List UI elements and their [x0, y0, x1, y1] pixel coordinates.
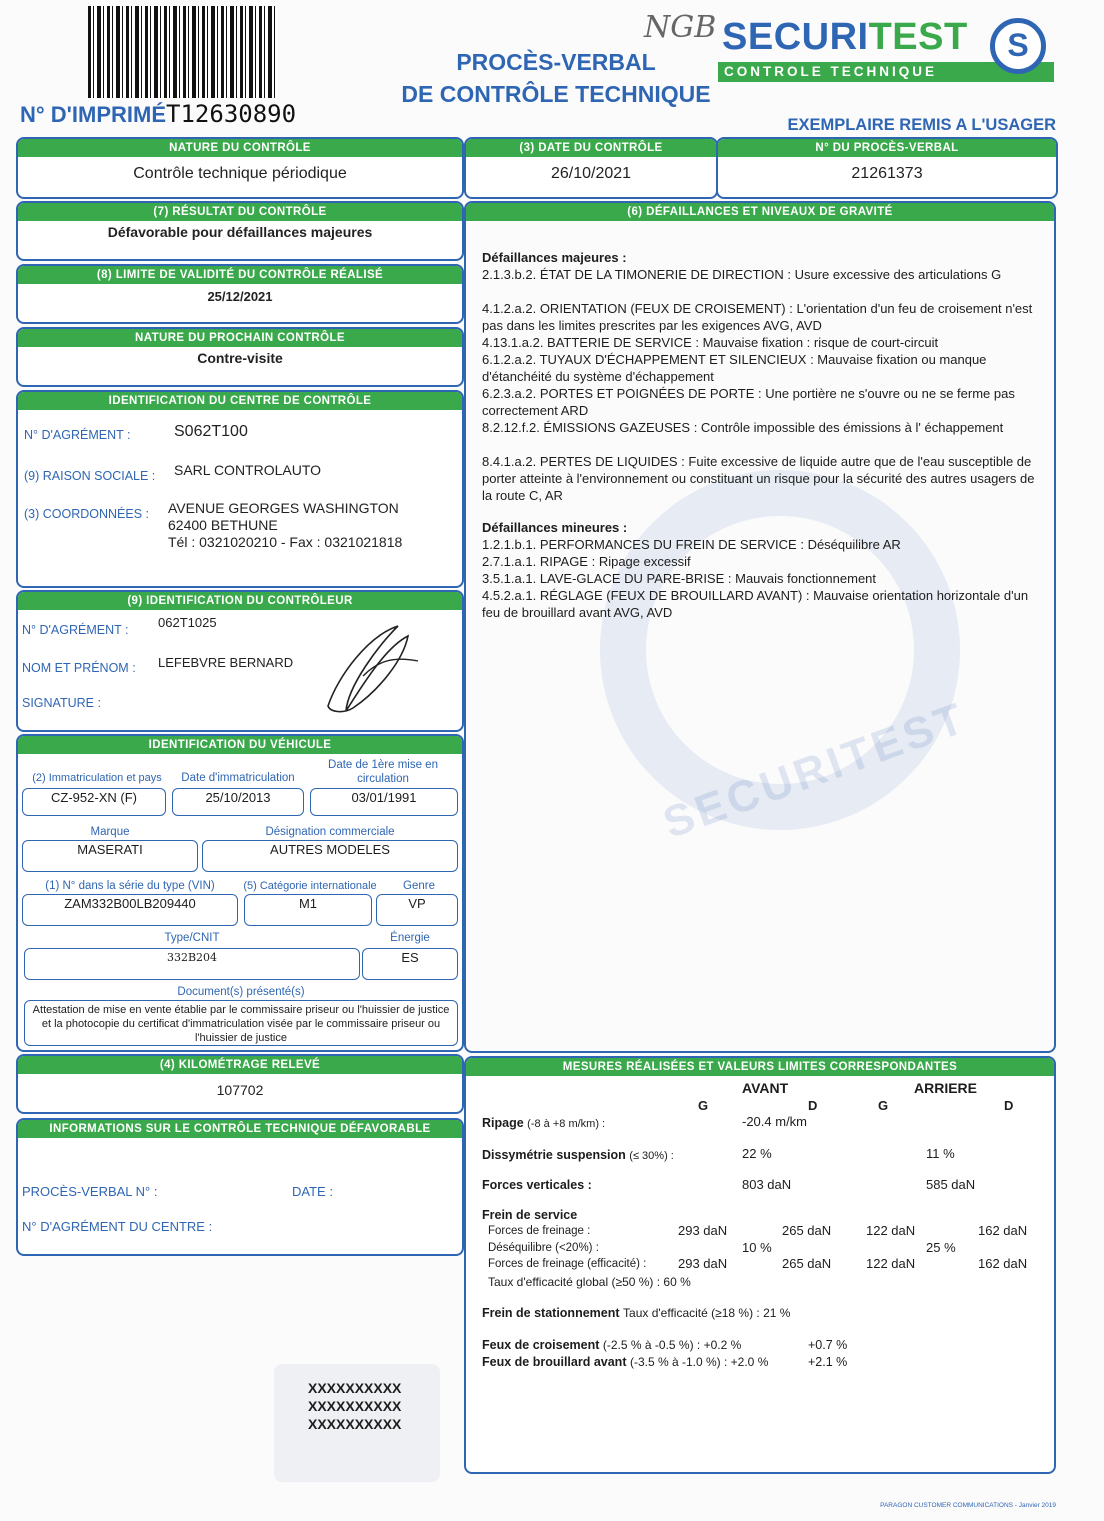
controleur-header: (9) IDENTIFICATION DU CONTRÔLEUR [18, 592, 462, 610]
majeure-item: 8.2.12.f.2. ÉMISSIONS GAZEUSES : Contrôle impossible des émissions à l' échappement [482, 420, 1004, 435]
dissy-limit: (≤ 30%) : [629, 1150, 674, 1162]
brouillard-label: Feux de brouillard avant [482, 1355, 627, 1369]
date-immat-field: 25/10/2013 [172, 788, 304, 816]
controleur-box [16, 590, 464, 732]
mineure-item: 1.2.1.b.1. PERFORMANCES DU FREIN DE SERVICE : Déséquilibre AR [482, 537, 901, 552]
ripage-row [482, 1116, 605, 1130]
stationnement-value: Taux d'efficacité (≥18 %) : 21 % [623, 1306, 791, 1320]
date-controle-header: (3) DATE DU CONTRÔLE [466, 139, 716, 157]
centre-box [16, 390, 464, 588]
majeure-item: 6.1.2.a.2. TUYAUX D'ÉCHAPPEMENT ET SILENCIEUX : Mauvaise fixation ou manque d'étanchéité du système d'échappement [482, 352, 987, 384]
vehicule-box [16, 734, 464, 1052]
barcode [88, 6, 278, 98]
imprime-value: T12630890 [166, 100, 297, 128]
stationnement-label: Frein de stationnement [482, 1306, 620, 1320]
mineure-item: 3.5.1.a.1. LAVE-GLACE DU PARE-BRISE : Mauvais fonctionnement [482, 571, 877, 586]
dissy-avant: 22 % [742, 1146, 772, 1161]
centre-raison-label: (9) RAISON SOCIALE : [24, 469, 156, 483]
prochain-value: Contre-visite [197, 350, 283, 366]
prochain-header: NATURE DU PROCHAIN CONTRÔLE [18, 329, 462, 347]
kilometrage-box [16, 1054, 464, 1114]
limite-box [16, 264, 464, 324]
deseq-label: Déséquilibre (<20%) : [488, 1242, 599, 1254]
defavorable-box [16, 1118, 464, 1256]
ff-arg: 122 daN [866, 1223, 916, 1238]
forces-v-label: Forces verticales : [482, 1178, 592, 1192]
ff-avg: 293 daN [678, 1223, 728, 1238]
dissy-row [482, 1148, 674, 1162]
redacted-stamp [274, 1364, 440, 1482]
kilometrage-value: 107702 [216, 1082, 264, 1098]
stationnement-row [482, 1306, 790, 1320]
mesures-header: MESURES RÉALISÉES ET VALEURS LIMITES CORRESPONDANTES [466, 1058, 1054, 1076]
immat-field: CZ-952-XN (F) [22, 788, 166, 816]
signature-drawing [308, 616, 428, 720]
croisement-d: +0.7 % [808, 1338, 848, 1352]
arriere-g-label: G [878, 1098, 889, 1113]
ff-avd: 265 daN [782, 1223, 832, 1238]
footer-note: PARAGON CUSTOMER COMMUNICATIONS - Janvier 2019 [880, 1502, 1056, 1509]
ripage-limit: (-8 à +8 m/km) : [527, 1118, 606, 1130]
stamp-line-3: XXXXXXXXXX [308, 1416, 402, 1432]
resultat-value: Défavorable pour défaillances majeures [107, 224, 373, 240]
vin-label: (1) N° dans la série du type (VIN) [45, 880, 215, 892]
majeure-item: 8.4.1.a.2. PERTES DE LIQUIDES : Fuite excessive de liquide autre que de l'eau susceptible de porter atteinte à l'environnement ou constituant un risque pour la sécurité des autres usagers de la route C, AR [482, 454, 1035, 503]
ffe-arg: 122 daN [866, 1256, 916, 1271]
mineures-title: Défaillances mineures : [482, 520, 628, 535]
immat-label: (2) Immatriculation et pays [32, 772, 162, 784]
genre-field: VP [376, 894, 458, 926]
mesures-box [464, 1056, 1056, 1474]
limite-header: (8) LIMITE DE VALIDITÉ DU CONTRÔLE RÉALISÉ [18, 266, 462, 284]
date-immat-label: Date d'immatriculation [181, 772, 295, 784]
imprime-number [20, 100, 296, 128]
forces-v-arriere: 585 daN [926, 1177, 976, 1192]
brouillard-value: (-3.5 % à -1.0 %) : +2.0 % [629, 1355, 769, 1369]
energie-field: ES [362, 948, 458, 980]
avant-d-label: D [808, 1098, 818, 1113]
ripage-label: Ripage [482, 1116, 524, 1130]
pv-number-value: 21261373 [851, 165, 923, 182]
brand-name-part1: SECURI [722, 16, 869, 58]
defaillances-box [464, 201, 1056, 1053]
resultat-box [16, 201, 464, 261]
mineure-item: 2.7.1.a.1. RIPAGE : Ripage excessif [482, 554, 691, 569]
title-line-1: PROCÈS-VERBAL [456, 49, 656, 75]
type-label: Type/CNIT [164, 932, 220, 944]
vehicule-header: IDENTIFICATION DU VÉHICULE [18, 736, 462, 754]
brouillard-d: +2.1 % [808, 1355, 848, 1369]
brand-name-part2: TEST [868, 16, 968, 58]
title-line-2: DE CONTRÔLE TECHNIQUE [401, 81, 711, 107]
croisement-row [482, 1338, 741, 1352]
majeures-title: Défaillances majeures : [482, 250, 627, 265]
limite-value: 25/12/2021 [207, 289, 273, 304]
centre-header: IDENTIFICATION DU CENTRE DE CONTRÔLE [18, 392, 462, 410]
centre-raison-value: SARL CONTROLAUTO [174, 462, 322, 478]
ff-ard: 162 daN [978, 1223, 1028, 1238]
brand-s-letter: S [1007, 27, 1029, 63]
brouillard-row [482, 1355, 768, 1369]
vin-field: ZAM332B00LB209440 [22, 894, 238, 926]
controleur-signature-label: SIGNATURE : [22, 696, 101, 710]
avant-label: AVANT [742, 1080, 789, 1096]
centre-coord-label: (3) COORDONNÉES : [24, 507, 150, 521]
marque-field: MASERATI [22, 840, 198, 872]
forces-v-avant: 803 daN [742, 1177, 792, 1192]
defavorable-pv-label: PROCÈS-VERBAL N° : [22, 1184, 158, 1199]
brand-subtitle: CONTROLE TECHNIQUE [718, 62, 1054, 82]
controleur-nom-value: LEFEBVRE BERNARD [158, 655, 294, 670]
nature-controle-header: NATURE DU CONTRÔLE [18, 139, 462, 157]
watermark-text: SECURITEST [657, 693, 974, 849]
documents-label: Document(s) présenté(s) [177, 986, 305, 998]
croisement-label: Feux de croisement [482, 1338, 600, 1352]
centre-address-2: 62400 BETHUNE [168, 517, 278, 533]
documents-field: Attestation de mise en vente établie par le commissaire priseur ou l'huissier de justice et la photocopie du certificat d'immatriculation visée par le commissaire priseur ou l'huissier de justice [24, 1000, 458, 1046]
defavorable-agrement-label: N° D'AGRÉMENT DU CENTRE : [22, 1219, 213, 1234]
marque-label: Marque [90, 826, 130, 838]
stamp-line-1: XXXXXXXXXX [308, 1380, 402, 1396]
premiere-label: Date de 1ère mise en circulation [328, 759, 438, 785]
nature-controle-value: Contrôle technique périodique [133, 165, 347, 182]
taux-global: Taux d'efficacité global (≥50 %) : 60 % [488, 1275, 691, 1289]
centre-agrement-value: S062T100 [174, 423, 248, 440]
arriere-d-label: D [1004, 1098, 1014, 1113]
majeure-item: 4.1.2.a.2. ORIENTATION (FEUX DE CROISEMENT) : L'orientation d'un feu de croisement n'est pas dans les limites prescrites par les exigences AVG, AVD [482, 301, 1033, 333]
majeure-item: 4.13.1.a.2. BATTERIE DE SERVICE : Mauvaise fixation : risque de court-circuit [482, 335, 939, 350]
ffe-avg: 293 daN [678, 1256, 728, 1271]
controleur-agrement-label: N° D'AGRÉMENT : [22, 623, 129, 637]
brand-s-icon [990, 18, 1046, 74]
date-controle-box [464, 137, 718, 199]
designation-field: AUTRES MODELES [202, 840, 458, 872]
pv-number-header: N° DU PROCÈS-VERBAL [718, 139, 1056, 157]
prochain-box [16, 327, 464, 387]
centre-address-1: AVENUE GEORGES WASHINGTON [168, 500, 399, 516]
controleur-nom-label: NOM ET PRÉNOM : [22, 661, 136, 675]
avant-g-label: G [698, 1098, 709, 1113]
defaillances-header: (6) DÉFAILLANCES ET NIVEAUX DE GRAVITÉ [466, 203, 1054, 221]
handwritten-code: NGB [644, 10, 717, 45]
defavorable-date-label: DATE : [292, 1184, 333, 1199]
mineure-item: 4.5.2.a.1. RÉGLAGE (FEUX DE BROUILLARD AVANT) : Mauvaise orientation horizontale d'un feu de brouillard avant AVG, AVD [482, 588, 1029, 620]
document-title [400, 46, 712, 110]
imprime-label: N° D'IMPRIMÉ [20, 102, 167, 127]
dissy-label: Dissymétrie suspension [482, 1148, 626, 1162]
pv-number-box [716, 137, 1058, 199]
ff-label: Forces de freinage : [488, 1225, 591, 1237]
controleur-agrement-value: 062T1025 [158, 615, 217, 630]
ffe-avd: 265 daN [782, 1256, 832, 1271]
premiere-field: 03/01/1991 [310, 788, 458, 816]
resultat-header: (7) RÉSULTAT DU CONTRÔLE [18, 203, 462, 221]
deseq-arriere: 25 % [926, 1240, 956, 1255]
brand-name [722, 16, 968, 59]
croisement-value: (-2.5 % à -0.5 %) : +0.2 % [602, 1338, 742, 1352]
ffe-label: Forces de freinage (efficacité) : [488, 1258, 647, 1270]
type-field: 332B204 [24, 948, 360, 980]
stamp-line-2: XXXXXXXXXX [308, 1398, 402, 1414]
date-controle-value: 26/10/2021 [550, 165, 632, 182]
genre-label: Genre [403, 880, 435, 892]
majeure-item: 2.1.3.b.2. ÉTAT DE LA TIMONERIE DE DIRECTION : Usure excessive des articulations G [482, 267, 1002, 282]
ripage-value: -20.4 m/km [742, 1114, 808, 1129]
brand-logo [722, 16, 1062, 86]
categorie-label: (5) Catégorie internationale [243, 880, 377, 892]
majeure-item: 6.2.3.a.2. PORTES ET POIGNÉES DE PORTE : Une portière ne s'ouvre ou ne se ferme pas correctement ARD [482, 386, 1015, 418]
nature-controle-box [16, 137, 464, 199]
energie-label: Énergie [390, 932, 430, 944]
dissy-arriere: 11 % [926, 1146, 955, 1161]
frein-service-label: Frein de service [482, 1208, 578, 1222]
categorie-field: M1 [244, 894, 372, 926]
centre-phone: Tél : 0321020210 - Fax : 0321021818 [168, 534, 403, 550]
arriere-label: ARRIERE [914, 1080, 978, 1096]
exemplaire-label: EXEMPLAIRE REMIS A L'USAGER [787, 116, 1056, 134]
deseq-avant: 10 % [742, 1240, 772, 1255]
designation-label: Désignation commerciale [265, 826, 395, 838]
ffe-ard: 162 daN [978, 1256, 1028, 1271]
centre-agrement-label: N° D'AGRÉMENT : [24, 428, 131, 442]
defavorable-header: INFORMATIONS SUR LE CONTRÔLE TECHNIQUE DÉFAVORABLE [18, 1120, 462, 1138]
kilometrage-header: (4) KILOMÉTRAGE RELEVÉ [18, 1056, 462, 1074]
